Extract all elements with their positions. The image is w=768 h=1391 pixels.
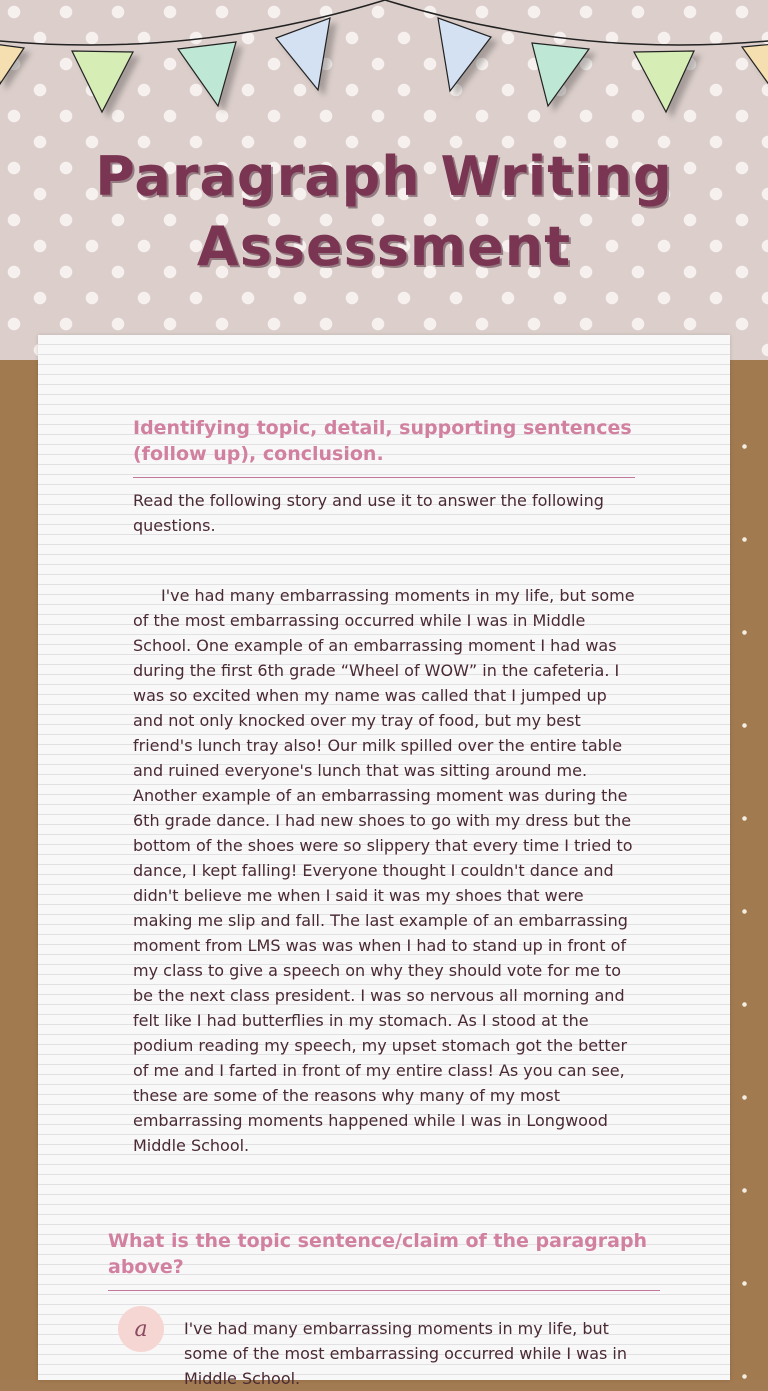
question-divider (108, 1290, 660, 1291)
answer-option-badge[interactable]: a (118, 1306, 164, 1352)
story-paragraph: I've had many embarrassing moments in my life, but some of the most embarrassing occurred while I was in Middle School. One example of an embarrassing moment I had was during the first 6th grade “Wheel of WOW” in the cafeteria. I was so excited when my name was called that I jumped up and not only knocked over my tray of food, but my best friend's lunch tray also! Our milk spilled over the entire table and ruined everyone's lunch that was sitting around me. Another example of an embarrassing moment was during the 6th grade dance. I had new shoes to go with my dress but the bottom of the shoes were so slippery that every time I tried to dance, I kept falling! Everyone thought I couldn't dance and didn't believe me when I said it was my shoes that were making me slip and fall. The last example of an embarrassing moment from LMS was was when I had to stand up in front of my class to give a speech on why they should vote for me to be the next class president. I was so nervous all morning and felt like I had butterflies in my stomach. As I stood at the podium reading my speech, my upset stomach got the better of me and I farted in front of my entire class! As you can see, these are some of the reasons why many of my most embarrassing moments happened while I was in Longwood Middle School. (133, 586, 635, 1155)
page-title: Paragraph Writing Assessment (95, 145, 673, 278)
instructions-text: Read the following story and use it to answer the following questions. (133, 491, 604, 535)
section-heading: Identifying topic, detail, supporting sentences (follow up), conclusion. (133, 417, 632, 465)
section-divider (133, 477, 635, 478)
answer-option-text[interactable]: I've had many embarrassing moments in my life, but some of the most embarrassing occurred while I was in Middle School. (184, 1319, 628, 1388)
bunting-banner (0, 0, 768, 130)
question-heading: What is the topic sentence/claim of the paragraph above? (108, 1230, 648, 1278)
